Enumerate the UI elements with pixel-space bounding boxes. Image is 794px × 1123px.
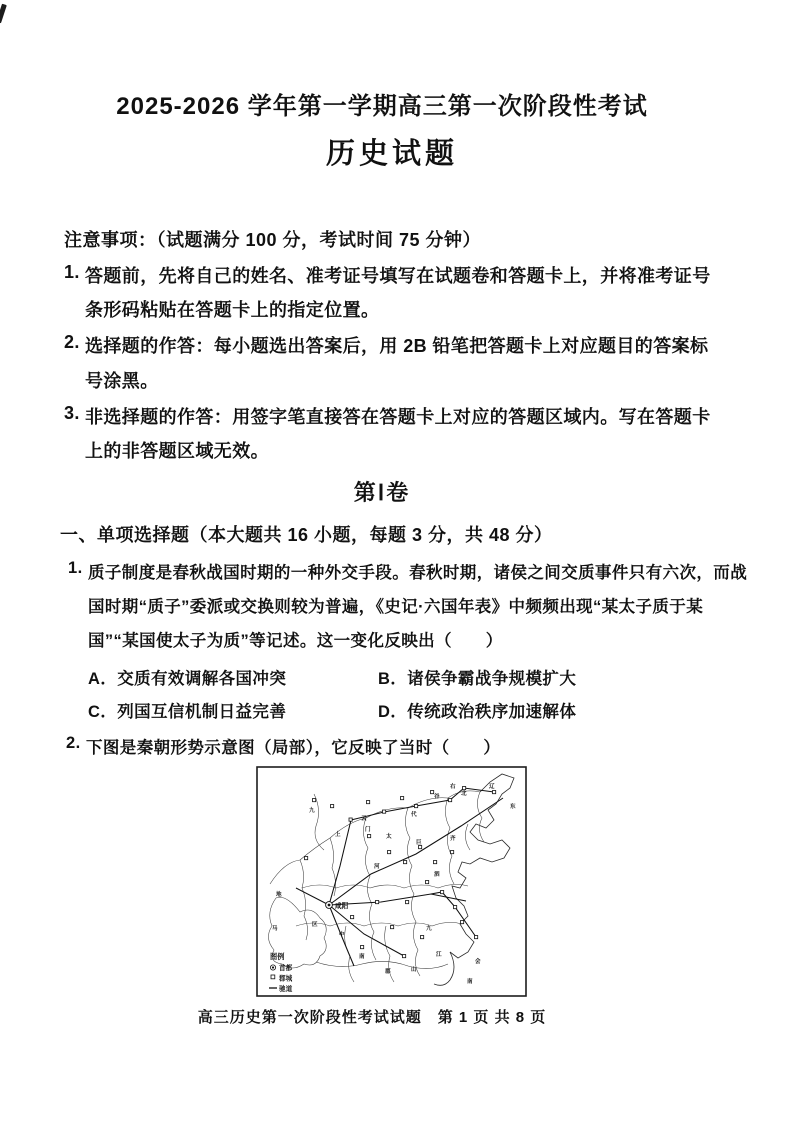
legend-city-icon <box>271 975 275 979</box>
question-1-option-c: C．列国互信机制日益完善 <box>88 703 287 721</box>
map-border <box>257 767 526 996</box>
notice-item-2-line1: 选择题的作答：每小题选出答案后，用 2B 铅笔把答题卡上对应题目的答案标 <box>85 336 709 356</box>
svg-text:会: 会 <box>475 959 481 965</box>
section-heading: 一、单项选择题（本大题共 16 小题，每题 3 分，共 48 分） <box>60 525 553 545</box>
notice-item-1-line2: 条形码粘贴在答题卡上的指定位置。 <box>85 300 380 320</box>
map-road <box>329 905 404 956</box>
svg-text:地: 地 <box>276 892 282 898</box>
map-city-markers <box>305 787 496 958</box>
legend-capital-icon <box>270 965 275 970</box>
legend-title: 图例 <box>270 952 285 961</box>
volume-title: 第Ⅰ卷 <box>353 480 411 505</box>
page-footer: 高三历史第一次阶段性考试试题 第 1 页 共 8 页 <box>197 1009 547 1026</box>
svg-text:上: 上 <box>335 832 341 838</box>
question-1-line3: 国”“某国使太子为质”等记述。这一变化反映出（ ） <box>88 632 503 650</box>
svg-text:谷: 谷 <box>434 794 440 800</box>
map-boundary <box>363 818 376 960</box>
map-boundary <box>270 791 480 884</box>
notice-item-2-num: 2. <box>64 332 80 352</box>
question-1-number: 1. <box>68 559 83 577</box>
legend-road-label: 驰道 <box>279 986 293 993</box>
map-boundary <box>296 922 462 926</box>
map-boundary <box>405 808 420 976</box>
svg-text:区: 区 <box>312 922 318 928</box>
question-1-option-b: B．诸侯争霸战争规模扩大 <box>378 670 577 688</box>
svg-text:泗: 泗 <box>434 872 440 878</box>
map-road <box>296 888 329 905</box>
svg-text:太: 太 <box>386 834 392 840</box>
legend-capital-label: 首都 <box>279 965 293 972</box>
svg-text:江: 江 <box>436 952 442 958</box>
qin-map-svg <box>256 766 527 997</box>
svg-text:郡: 郡 <box>385 969 391 975</box>
question-1-line2: 国时期“质子”委派或交换则较为普遍，《史记·六国年表》中频频出现“某太子质于某 <box>88 598 704 616</box>
svg-text:辽: 辽 <box>489 784 495 790</box>
map-road <box>351 788 494 820</box>
notice-item-3-line1: 非选择题的作答：用签字笔直接答在答题卡上对应的答题区域内。写在答题卡 <box>85 407 711 427</box>
svg-text:河: 河 <box>374 864 380 870</box>
legend-city-label: 郡城 <box>279 975 293 983</box>
svg-text:北: 北 <box>461 791 467 797</box>
map-boundary <box>465 824 470 850</box>
notice-item-3-num: 3. <box>64 403 80 423</box>
exam-subject-title: 历史试题 <box>325 138 459 170</box>
svg-text:东: 东 <box>510 804 516 810</box>
svg-text:右: 右 <box>450 784 456 790</box>
notice-item-1-num: 1. <box>64 262 80 282</box>
exam-title-line1: 2025-2026 学年第一学期高三第一次阶段性考试 <box>116 93 648 120</box>
notice-item-3-line2: 上的非答题区域无效。 <box>85 441 269 461</box>
svg-text:马: 马 <box>272 926 278 932</box>
map-boundary <box>316 961 448 968</box>
map-legend <box>269 952 293 993</box>
svg-text:中: 中 <box>339 932 345 938</box>
svg-text:代: 代 <box>411 812 417 818</box>
svg-text:九: 九 <box>426 926 432 932</box>
svg-text:南: 南 <box>359 954 365 960</box>
capital-marker-icon <box>326 902 333 909</box>
notice-item-2-line2: 号涂黑。 <box>85 371 159 391</box>
map-coastline <box>450 774 514 958</box>
map-region-labels <box>272 782 516 985</box>
question-2-text: 下图是秦朝形势示意图（局部），它反映了当时（ ） <box>86 739 501 757</box>
question-1-option-d: D．传统政治秩序加速解体 <box>378 703 577 721</box>
notice-heading: 注意事项：（试题满分 100 分，考试时间 75 分钟） <box>64 230 482 250</box>
notice-item-1-line1: 答题前，先将自己的姓名、准考证号填写在试题卷和答题卡上，并将准考证号 <box>85 266 711 286</box>
qin-map-figure <box>256 766 527 997</box>
map-river <box>314 794 324 850</box>
scan-artifact <box>0 4 7 24</box>
svg-text:九: 九 <box>309 808 315 814</box>
question-2-number: 2. <box>66 734 81 752</box>
map-boundary <box>302 884 468 888</box>
map-boundary <box>477 792 484 842</box>
map-boundary <box>300 860 308 940</box>
svg-text:云: 云 <box>361 816 367 822</box>
svg-text:齐: 齐 <box>450 836 456 842</box>
question-1-option-a: A．交质有效调解各国冲突 <box>88 670 287 688</box>
question-1-line1: 质子制度是春秋战国时期的一种外交手段。春秋时期，诸侯之间交质事件只有六次，而战 <box>88 564 748 582</box>
svg-text:巨: 巨 <box>416 840 422 846</box>
svg-text:门: 门 <box>365 827 371 833</box>
svg-text:南: 南 <box>467 979 473 985</box>
capital-label: 咸阳 <box>335 903 349 910</box>
svg-text:山: 山 <box>411 967 417 973</box>
